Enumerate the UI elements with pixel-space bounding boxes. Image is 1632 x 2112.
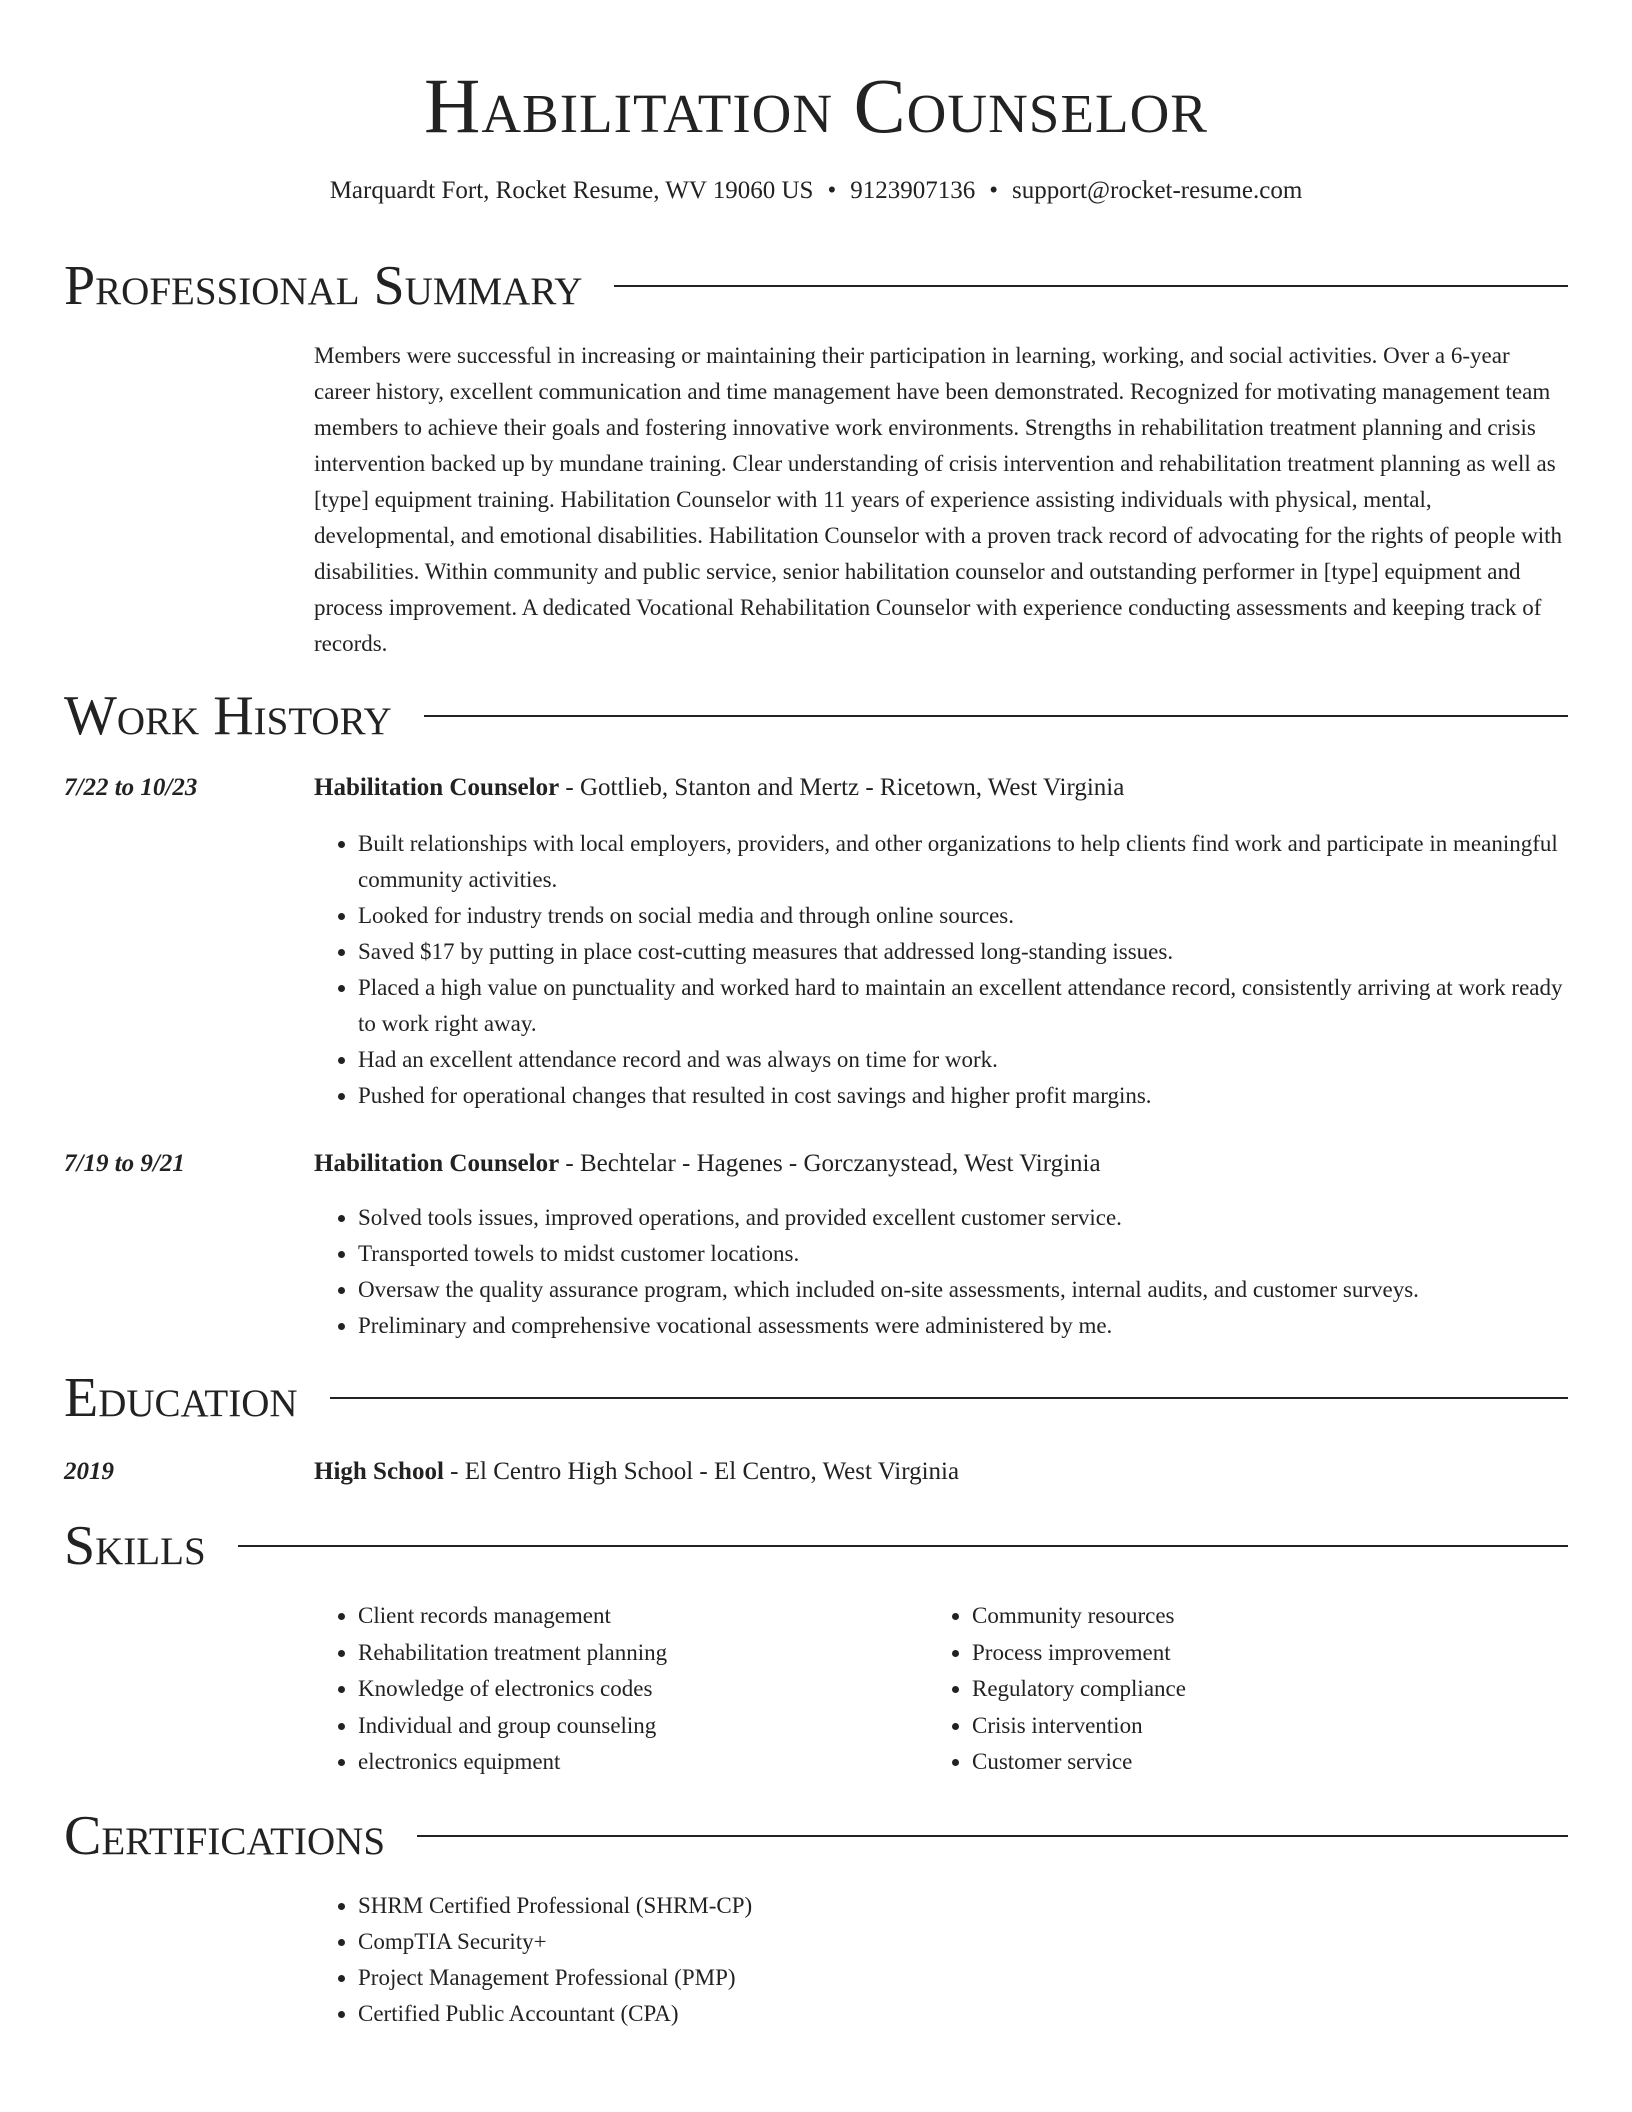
- contact-phone: 9123907136: [850, 177, 976, 204]
- section-divider: [330, 1397, 1568, 1399]
- education-heading: [314, 1454, 1568, 1490]
- section-title-skills: Skills: [64, 1515, 206, 1577]
- education-school: - El Centro High School - El Centro, West Virginia: [443, 1458, 960, 1485]
- job-bullet: • Saved $17 by putting in place cost-cutting measures that addressed long-standing issues.: [358, 934, 1568, 970]
- job-bullet: • Pushed for operational changes that resulted in cost savings and higher profit margins.: [358, 1078, 1568, 1114]
- section-title-summary: Professional Summary: [64, 255, 583, 317]
- certification-item: • SHRM Certified Professional (SHRM-CP): [358, 1888, 1568, 1924]
- skill-item: • Rehabilitation treatment planning: [358, 1635, 667, 1672]
- job-bullet: • Preliminary and comprehensive vocational assessments were administered by me.: [358, 1308, 1568, 1344]
- summary-text: Members were successful in increasing or maintaining their participation in learning, working, and social activities. Over a 6-year career history, excellent communication and time management have been demonstrated. Recognized for motivating management team members to achieve their goals and fostering innovative work environments. Strengths in rehabilitation treatment planning and crisis intervention backed up by mundane training. Clear understanding of crisis intervention and rehabilitation treatment planning as well as [type] equipment training. Habilitation Counselor with 11 years of experience assisting individuals with physical, mental, developmental, and emotional disabilities. Habilitation Counselor with a proven track record of advocating for the rights of people with disabilities. Within community and public service, senior habilitation counselor and outstanding performer in [type] equipment and process improvement. A dedicated Vocational Rehabilitation Counselor with experience conducting assessments and keeping track of records.: [314, 343, 1563, 656]
- job-title: Habilitation Counselor: [314, 774, 560, 801]
- contact-separator: •: [827, 177, 837, 204]
- certifications-list: [314, 1888, 1568, 2032]
- section-header-education: [64, 1366, 1568, 1430]
- contact-email: support@rocket-resume.com: [1012, 177, 1303, 204]
- section-header-skills: [64, 1514, 1568, 1578]
- job-bullet: • Looked for industry trends on social media and through online sources.: [358, 898, 1568, 934]
- certification-item: • Certified Public Accountant (CPA): [358, 1996, 1568, 2032]
- job-bullet-list: [314, 1200, 1568, 1344]
- section-divider: [417, 1835, 1568, 1837]
- education-year: 2019: [64, 1458, 114, 1485]
- skill-item: • Regulatory compliance: [972, 1671, 1186, 1708]
- section-divider: [238, 1545, 1568, 1547]
- job-bullet: • Solved tools issues, improved operations, and provided excellent customer service.: [358, 1200, 1568, 1236]
- certification-item: • CompTIA Security+: [358, 1924, 1568, 1960]
- job-dates: 7/19 to 9/21: [64, 1150, 185, 1177]
- job-dates: 7/22 to 10/23: [64, 774, 198, 801]
- section-title-certifications: Certifications: [64, 1805, 386, 1867]
- contact-line: [0, 174, 1632, 208]
- job-title: Habilitation Counselor: [314, 1150, 560, 1177]
- section-divider: [424, 715, 1568, 717]
- skill-item: • Individual and group counseling: [358, 1708, 667, 1745]
- education-degree: High School: [314, 1458, 444, 1485]
- section-title-work: Work History: [64, 685, 392, 747]
- skills-list-right: [928, 1598, 1186, 1781]
- resume-name: Habilitation Counselor: [424, 62, 1208, 149]
- section-header-certifications: [64, 1804, 1568, 1868]
- skill-item: • Customer service: [972, 1744, 1186, 1781]
- job-employer: - Gottlieb, Stanton and Mertz - Ricetown, West Virginia: [559, 774, 1125, 801]
- job-heading: [314, 1146, 1568, 1182]
- contact-address: Marquardt Fort, Rocket Resume, WV 19060 US: [329, 177, 814, 204]
- skill-item: • Client records management: [358, 1598, 667, 1635]
- skill-item: • Knowledge of electronics codes: [358, 1671, 667, 1708]
- section-header-summary: [64, 254, 1568, 318]
- job-employer: - Bechtelar - Hagenes - Gorczanystead, West Virginia: [559, 1150, 1101, 1177]
- skill-item: • Process improvement: [972, 1635, 1186, 1672]
- skills-list-left: [314, 1598, 667, 1781]
- skill-item: • electronics equipment: [358, 1744, 667, 1781]
- job-bullet: • Had an excellent attendance record and was always on time for work.: [358, 1042, 1568, 1078]
- skill-item: • Crisis intervention: [972, 1708, 1186, 1745]
- job-bullet: • Oversaw the quality assurance program, which included on-site assessments, internal audits, and customer surveys.: [358, 1272, 1568, 1308]
- contact-separator: •: [989, 177, 998, 204]
- skill-item: • Community resources: [972, 1598, 1186, 1635]
- job-heading: [314, 770, 1568, 806]
- job-bullet-list: [314, 826, 1568, 1114]
- section-title-education: Education: [64, 1367, 298, 1429]
- job-bullet: • Transported towels to midst customer locations.: [358, 1236, 1568, 1272]
- certification-item: • Project Management Professional (PMP): [358, 1960, 1568, 1996]
- job-bullet: • Placed a high value on punctuality and worked hard to maintain an excellent attendance record, consistently arriving at work ready to work right away.: [358, 970, 1568, 1042]
- section-header-work: [64, 684, 1568, 748]
- job-bullet: • Built relationships with local employers, providers, and other organizations to help clients find work and participate in meaningful community activities.: [358, 826, 1568, 898]
- section-divider: [614, 285, 1568, 287]
